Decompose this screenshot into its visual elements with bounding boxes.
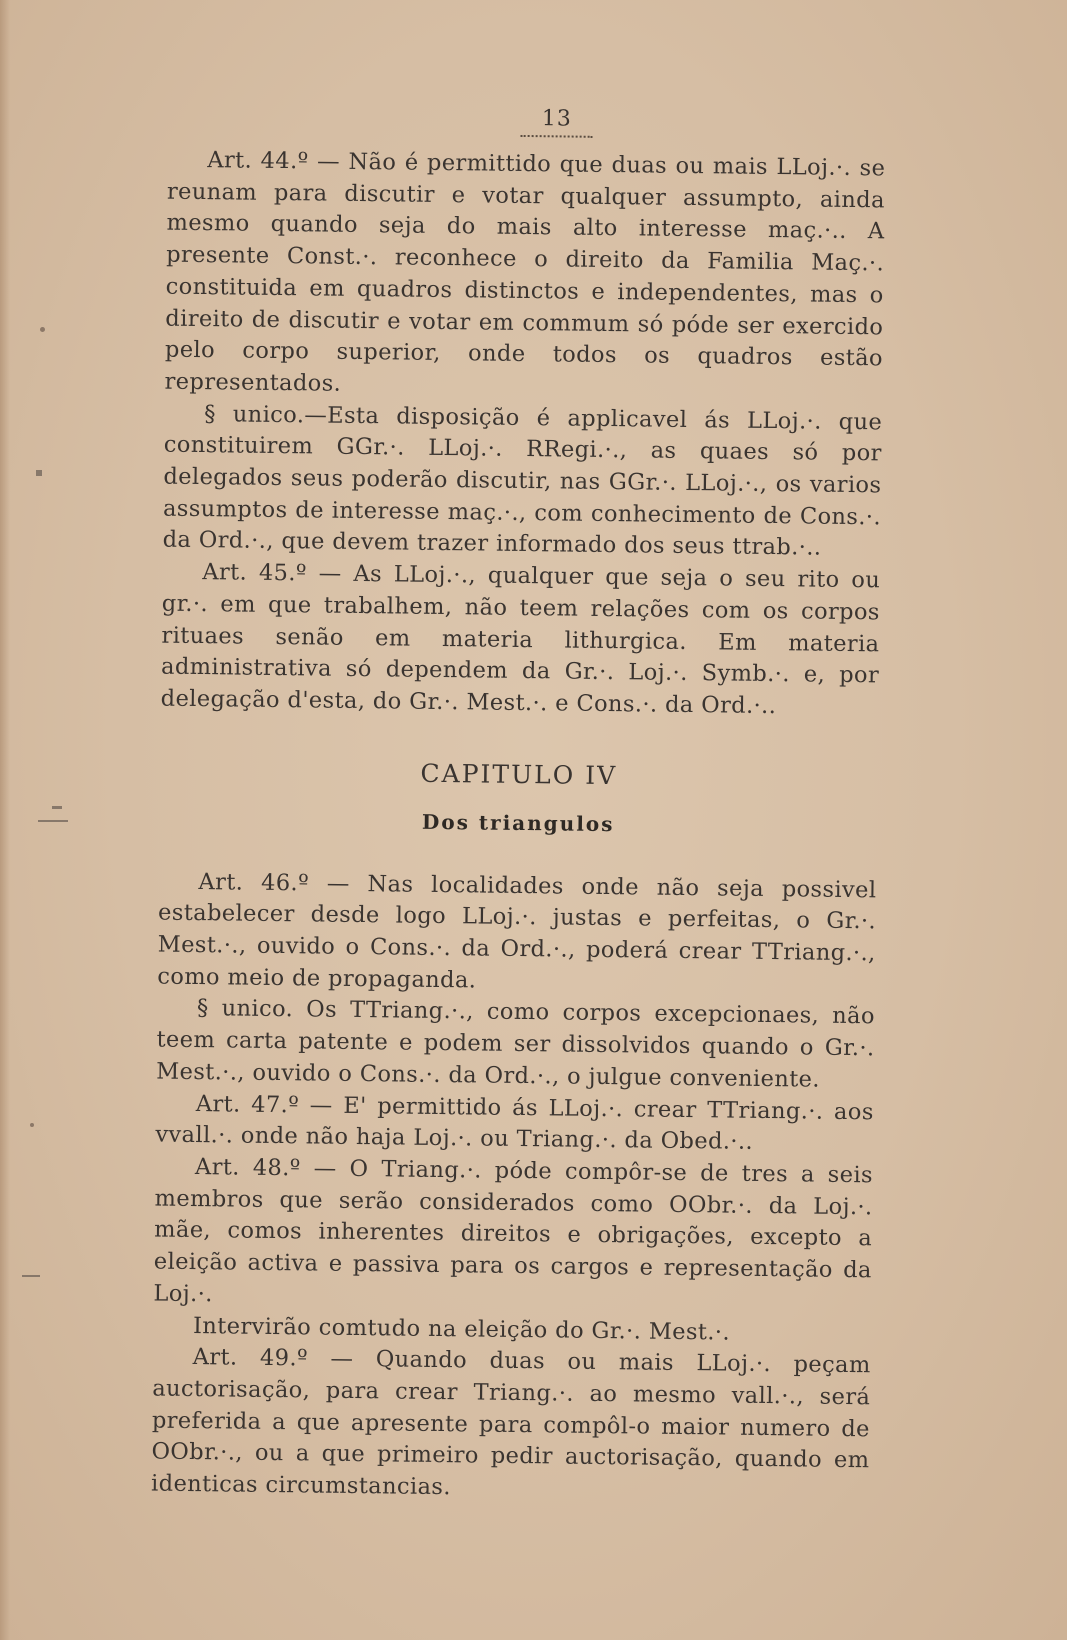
margin-mark [38, 820, 68, 822]
margin-mark [36, 470, 42, 476]
page-edge-shadow [0, 0, 10, 1640]
article-48-paragraph: Art. 48.º — O Triang.·. póde compôr-se de tres a seis membros que serão considerados como OObr.·. da Loj.·. mãe, comos inherentes direitos e obrigações, excepto a eleição activa e passiva para os cargos e representação da Loj.·. [153, 1154, 874, 1308]
margin-mark [52, 806, 62, 809]
article-49-paragraph: Art. 49.º — Quando duas ou mais LLoj.·. peçam auctorisação, para crear Triang.·. ao mesmo vall.·., será preferida a que apresente para compôl-o maior numero de OObr.·., ou a que primeiro pedir auctorisação, quando em identicas circumstancias. [150, 1344, 871, 1501]
chapter-title: CAPITULO IV [420, 758, 618, 790]
article-46-unico-paragraph: § unico. Os TTriang.·., como corpos excepcionaes, não teem carta patente e podem ser dissolvidos quando o Gr.·. Mest.·., ouvido o Cons.·. da Ord.·., o julgue conveniente. [156, 995, 876, 1093]
margin-speck [30, 1123, 34, 1127]
margin-speck [40, 327, 45, 332]
article-45-paragraph: Art. 45.º — As LLoj.·., qualquer que seja o seu rito ou gr.·. em que trabalhem, não teem relações com os corpos rituaes senão em materia lithurgica. Em materia administrativa só dependem da Gr.·. Loj.·. Symb.·. e, por delegação d'esta, do Gr.·. Mest.·. e Cons.·. da Ord.·.. [160, 559, 881, 720]
chapter-subtitle: Dos triangulos [421, 809, 615, 836]
page-number-rule [521, 135, 593, 138]
article-44-paragraph: Art. 44.º — Não é permittido que duas ou mais LLoj.·. se reunam para discutir e votar qualquer assumpto, ainda mesmo quando seja do mais alto interesse maç.·.. A presente Const.·. reconhece o direito da Familia Maç.·. constituida em quadros distinctos e independentes, mas o direito de discutir e votar em commum só póde ser exercido pelo corpo superior, onde todos os quadros estão representados. [164, 147, 886, 397]
article-47-paragraph: Art. 47.º — E' permittido ás LLoj.·. crear TTriang.·. aos vvall.·. onde não haja Loj.·. ou Triang.·. da Obed.·.. [155, 1090, 874, 1156]
text-block [151, 102, 886, 1509]
article-44-unico-paragraph: § unico.—Esta disposição é applicavel ás LLoj.·. que constituirem GGr.·. LLoj.·. RRegi.·., as quaes só por delegados seus poderão discutir, nas GGr.·. LLoj.·., os varios assumptos de interesse maç.·., com conhecimento de Cons.·. da Ord.·., que devem trazer informado dos seus ttrab.·.. [162, 400, 883, 562]
article-46-paragraph: Art. 46.º — Nas localidades onde não seja possivel estabelecer desde logo LLoj.·. justas e perfeitas, o Gr.·. Mest.·., ouvido o Cons.·. da Ord.·., poderá crear TTriang.·., como meio de propaganda. [157, 868, 877, 994]
article-48-note-paragraph: Intervirão comtudo na eleição do Gr.·. Mest.·. [192, 1312, 731, 1346]
page-number: 13 [541, 106, 572, 132]
margin-mark [22, 1275, 40, 1277]
